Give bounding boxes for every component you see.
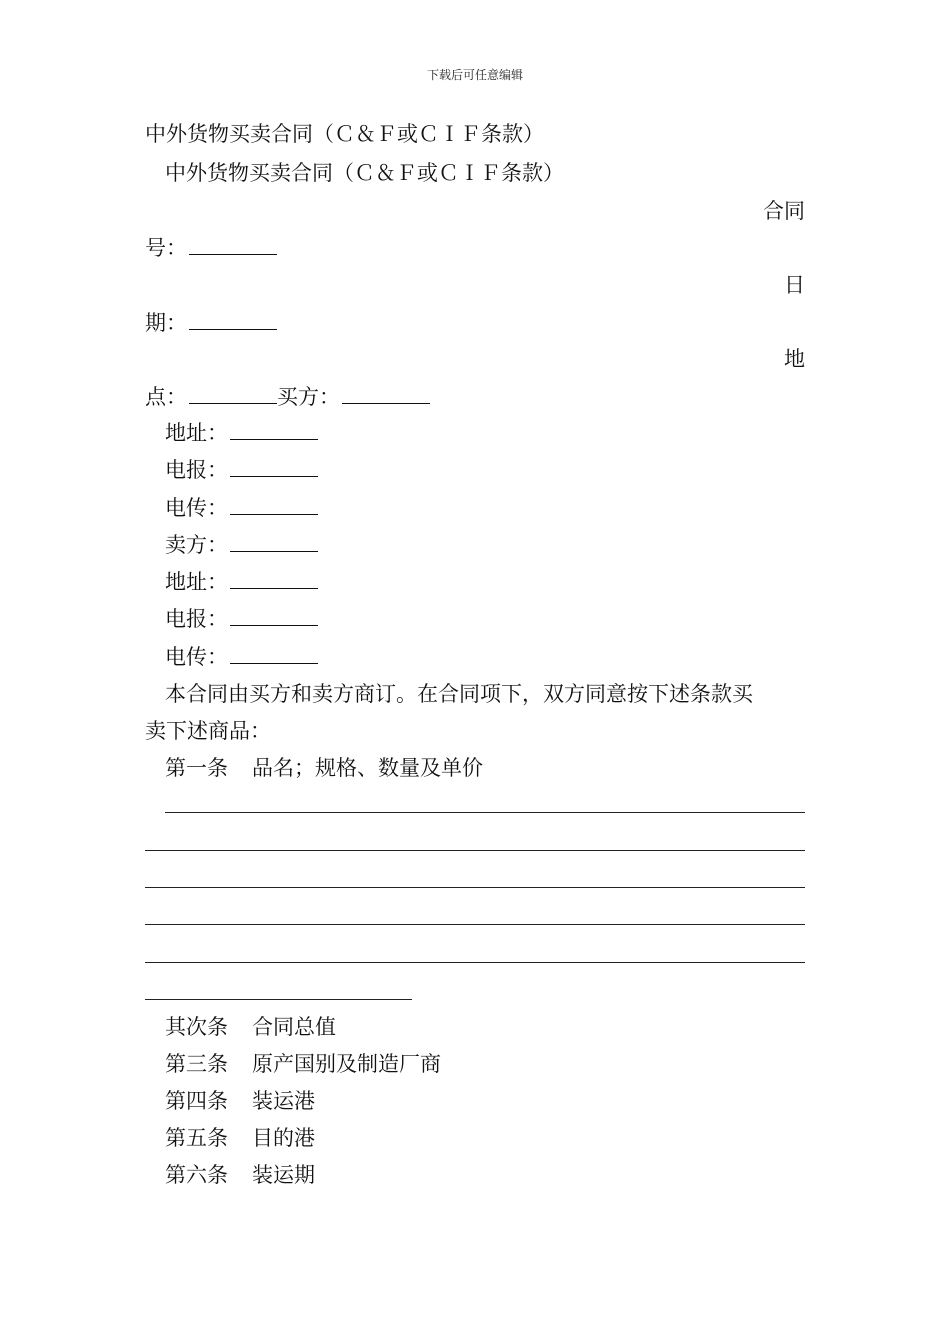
date-blank[interactable] xyxy=(189,311,277,330)
fill-in-rule[interactable] xyxy=(145,887,805,888)
seller-telex-label: 电传： xyxy=(165,645,228,669)
fill-in-rule[interactable] xyxy=(145,999,412,1000)
article-1-name: 品名；规格、数量及单价 xyxy=(252,756,483,780)
buyer-address-label: 地址： xyxy=(165,421,228,445)
article-4-number: 第四条 xyxy=(165,1089,228,1113)
article-1 xyxy=(165,754,825,782)
article-3-number: 第三条 xyxy=(165,1052,228,1076)
buyer-telegram-field xyxy=(165,456,825,484)
place-blank[interactable] xyxy=(189,385,277,404)
article-5 xyxy=(165,1124,825,1152)
date-field xyxy=(145,309,805,337)
article-3 xyxy=(165,1050,825,1078)
article-6 xyxy=(165,1161,825,1189)
document-subtitle: 中外货物买卖合同（Ｃ＆Ｆ或ＣＩＦ条款） xyxy=(165,161,564,185)
article-6-number: 第六条 xyxy=(165,1163,228,1187)
place-label-b: 点： xyxy=(145,385,187,409)
article-3-name: 原产国别及制造厂商 xyxy=(252,1052,441,1076)
fill-in-rule[interactable] xyxy=(165,812,805,813)
buyer-telex-blank[interactable] xyxy=(230,496,318,515)
buyer-telex-label: 电传： xyxy=(165,496,228,520)
article-5-name: 目的港 xyxy=(252,1126,315,1150)
buyer-telex-field xyxy=(165,494,825,522)
header-note: 下载后可任意编辑 xyxy=(426,68,523,82)
place-label-a: 地 xyxy=(784,347,805,371)
seller-blank[interactable] xyxy=(230,533,318,552)
seller-telex-field xyxy=(165,643,825,671)
intro-line-2: 卖下述商品： xyxy=(145,719,271,743)
date-label-a: 日 xyxy=(784,273,805,297)
article-2-name: 合同总值 xyxy=(252,1015,336,1039)
seller-field xyxy=(165,531,825,559)
fill-in-rule[interactable] xyxy=(145,850,805,851)
article-4 xyxy=(165,1087,825,1115)
place-buyer-field xyxy=(145,383,805,411)
intro-line-1: 本合同由买方和卖方商订。在合同项下，双方同意按下述条款买 xyxy=(165,682,753,706)
buyer-telegram-blank[interactable] xyxy=(230,458,318,477)
article-4-name: 装运港 xyxy=(252,1089,315,1113)
buyer-telegram-label: 电报： xyxy=(165,458,228,482)
article-6-name: 装运期 xyxy=(252,1163,315,1187)
contract-no-field xyxy=(145,234,805,262)
article-1-number: 第一条 xyxy=(165,756,228,780)
seller-address-label: 地址： xyxy=(165,570,228,594)
buyer-address-blank[interactable] xyxy=(230,421,318,440)
article-5-number: 第五条 xyxy=(165,1126,228,1150)
contract-no-label-b: 号： xyxy=(145,236,187,260)
seller-address-blank[interactable] xyxy=(230,570,318,589)
buyer-address-field xyxy=(165,419,825,447)
contract-no-label-a: 合同 xyxy=(763,199,805,223)
contract-no-blank[interactable] xyxy=(189,236,277,255)
buyer-blank[interactable] xyxy=(342,385,430,404)
article-2 xyxy=(165,1013,825,1041)
date-label-b: 期： xyxy=(145,311,187,335)
seller-telegram-label: 电报： xyxy=(165,607,228,631)
fill-in-rule[interactable] xyxy=(145,924,805,925)
seller-label: 卖方： xyxy=(165,533,228,557)
document-title: 中外货物买卖合同（Ｃ＆Ｆ或ＣＩＦ条款） xyxy=(145,122,544,146)
seller-address-field xyxy=(165,568,825,596)
article-2-number: 其次条 xyxy=(165,1015,228,1039)
seller-telex-blank[interactable] xyxy=(230,645,318,664)
fill-in-rule[interactable] xyxy=(145,962,805,963)
seller-telegram-blank[interactable] xyxy=(230,607,318,626)
buyer-label: 买方： xyxy=(277,385,340,409)
seller-telegram-field xyxy=(165,605,825,633)
